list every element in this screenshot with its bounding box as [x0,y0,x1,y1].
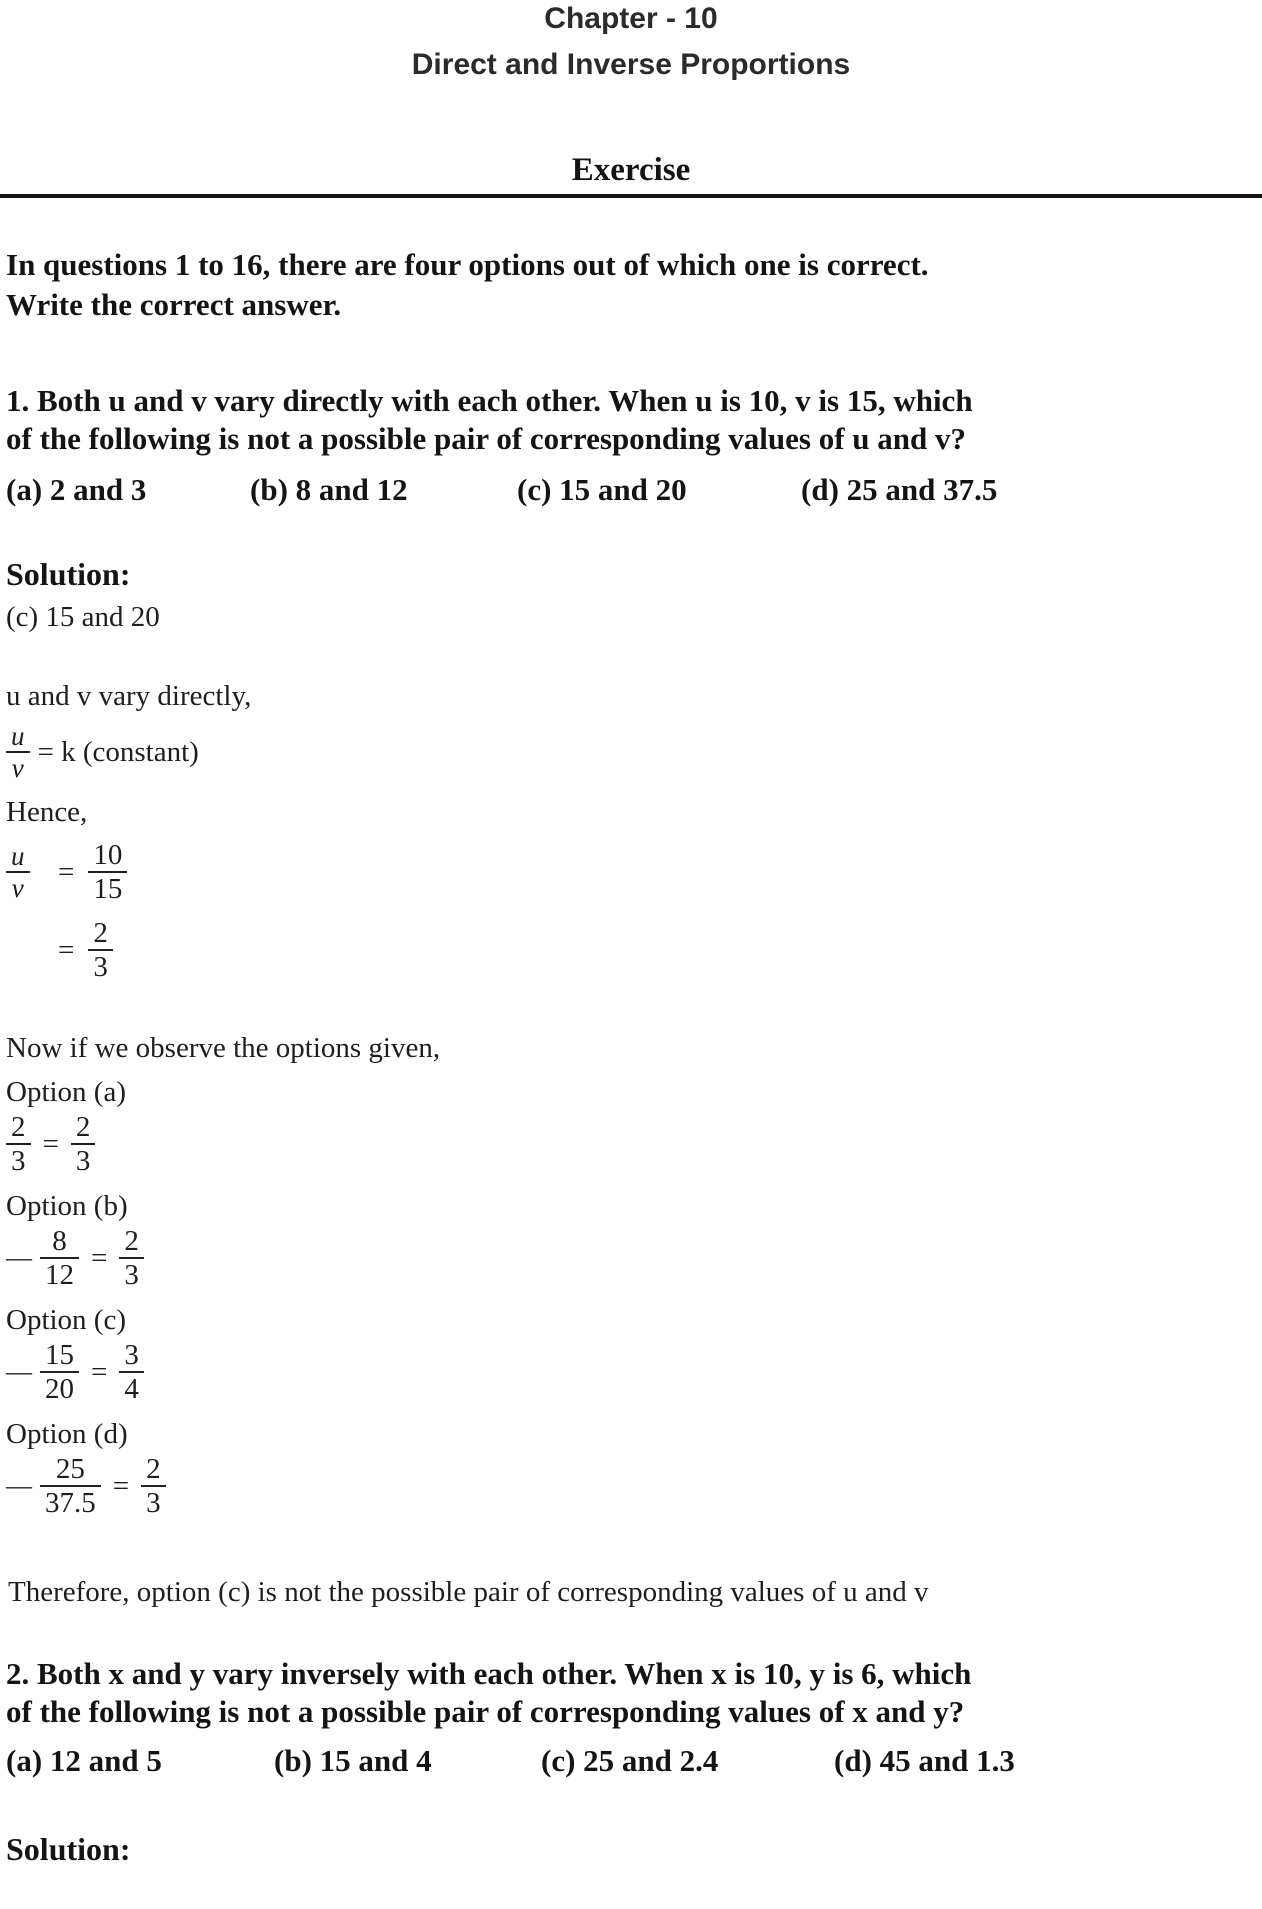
fraction-denominator: 37.5 [40,1485,101,1519]
fraction-denominator: v [6,751,30,783]
q1-option-a: (a) 2 and 3 [6,472,147,507]
question-1-text [6,382,1262,458]
left-fraction [40,1225,79,1291]
fraction-denominator: 3 [119,1257,144,1291]
q1-work-equation-c [6,1339,1262,1405]
fraction-10-over-15 [88,839,127,905]
q1-observe-text: Now if we observe the options given, [6,1032,441,1064]
fraction-numerator: 2 [146,1453,161,1485]
leading-dash: — [6,1243,32,1272]
q1-work-equation-b [6,1225,1262,1291]
left-fraction [40,1339,79,1405]
equals-sign: = [112,1469,130,1502]
right-fraction [71,1111,96,1177]
page-title: Direct and Inverse Proportions [411,48,851,81]
fraction-denominator: v [6,871,30,903]
question-2-text [6,1655,1262,1731]
section-divider [0,194,1262,198]
right-fraction [141,1453,166,1519]
q1-work-label-a: Option (a) [6,1076,126,1108]
fraction-numerator: 10 [93,839,123,871]
fraction-denominator: 3 [6,1143,31,1177]
right-fraction [119,1339,144,1405]
intro-line-2: Write the correct answer. [6,287,342,322]
leading-dash: — [6,1357,32,1386]
fraction-numerator: 8 [52,1225,67,1257]
derivation-row-2 [6,917,1262,983]
right-fraction [119,1225,144,1291]
q1-solution-label: Solution: [6,556,131,592]
question-1-line-2: of the following is not a possible pair of corresponding values of u and v? [6,421,966,456]
fraction-denominator: 4 [119,1371,144,1405]
left-fraction [40,1453,101,1519]
q2-option-b: (b) 15 and 4 [274,1743,432,1778]
intro-paragraph [6,245,1262,325]
fraction-numerator: 2 [93,917,108,949]
q1-work-label-c: Option (c) [6,1304,126,1336]
equals-sign: = [91,1355,108,1388]
equals-sign: = [42,1127,59,1160]
question-1-options [6,473,1262,507]
fraction-numerator: 3 [124,1339,139,1371]
question-2-options [6,1744,1262,1778]
fraction-denominator: 3 [141,1485,166,1519]
q2-option-c: (c) 25 and 2.4 [541,1743,719,1778]
fraction-u-over-v [6,841,30,903]
q2-option-a: (a) 12 and 5 [6,1743,162,1778]
fraction-denominator: 3 [71,1143,96,1177]
question-1-line-1: 1. Both u and v vary directly with each other. When u is 10, v is 15, which [6,383,973,418]
q1-conclusion: Therefore, option (c) is not the possible pair of corresponding values of u and v [8,1576,929,1608]
equals-sign: = [58,855,75,888]
q1-work-label-b: Option (b) [6,1190,128,1222]
fraction-numerator: 25 [55,1453,85,1485]
fraction-numerator: u [11,721,25,751]
fraction-2-over-3 [88,917,113,983]
fraction-numerator: 2 [124,1225,139,1257]
intro-line-1: In questions 1 to 16, there are four options out of which one is correct. [6,247,929,282]
q1-work-equation-d [6,1453,1262,1519]
fraction-denominator: 15 [88,871,127,905]
fraction-numerator: 2 [11,1111,26,1143]
q1-statement: u and v vary directly, [6,680,252,712]
q1-option-b: (b) 8 and 12 [250,472,408,507]
question-2-line-1: 2. Both x and y vary inversely with each other. When x is 10, y is 6, which [6,1656,972,1691]
q1-hence: Hence, [6,796,88,828]
section-heading: Exercise [571,152,691,188]
q2-solution-label: Solution: [6,1831,131,1867]
chapter-heading: Chapter - 10 [544,2,718,35]
left-fraction [6,1111,31,1177]
q1-option-c: (c) 15 and 20 [517,472,687,507]
q1-answer: (c) 15 and 20 [6,601,160,633]
q1-work-equation-a [6,1111,1262,1177]
ratio-right-hand-side: = k (constant) [37,735,199,768]
leading-dash: — [6,1471,32,1500]
derivation-lhs [6,841,44,903]
equals-sign: = [91,1241,108,1274]
q1-work-label-d: Option (d) [6,1418,128,1450]
q1-ratio-equation [6,721,1262,783]
fraction-numerator: 15 [45,1339,74,1371]
fraction-denominator: 3 [88,949,113,983]
q1-derivation [6,839,1262,983]
fraction-denominator: 12 [40,1257,79,1291]
question-2-line-2: of the following is not a possible pair of corresponding values of x and y? [6,1694,965,1729]
fraction-numerator: u [11,841,25,871]
fraction-numerator: 2 [75,1111,91,1143]
fraction-u-over-v [6,721,30,783]
derivation-row-1 [6,839,1262,905]
q1-option-d: (d) 25 and 37.5 [801,472,998,507]
q2-option-d: (d) 45 and 1.3 [834,1743,1015,1778]
fraction-denominator: 20 [40,1371,79,1405]
equals-sign: = [58,933,75,966]
